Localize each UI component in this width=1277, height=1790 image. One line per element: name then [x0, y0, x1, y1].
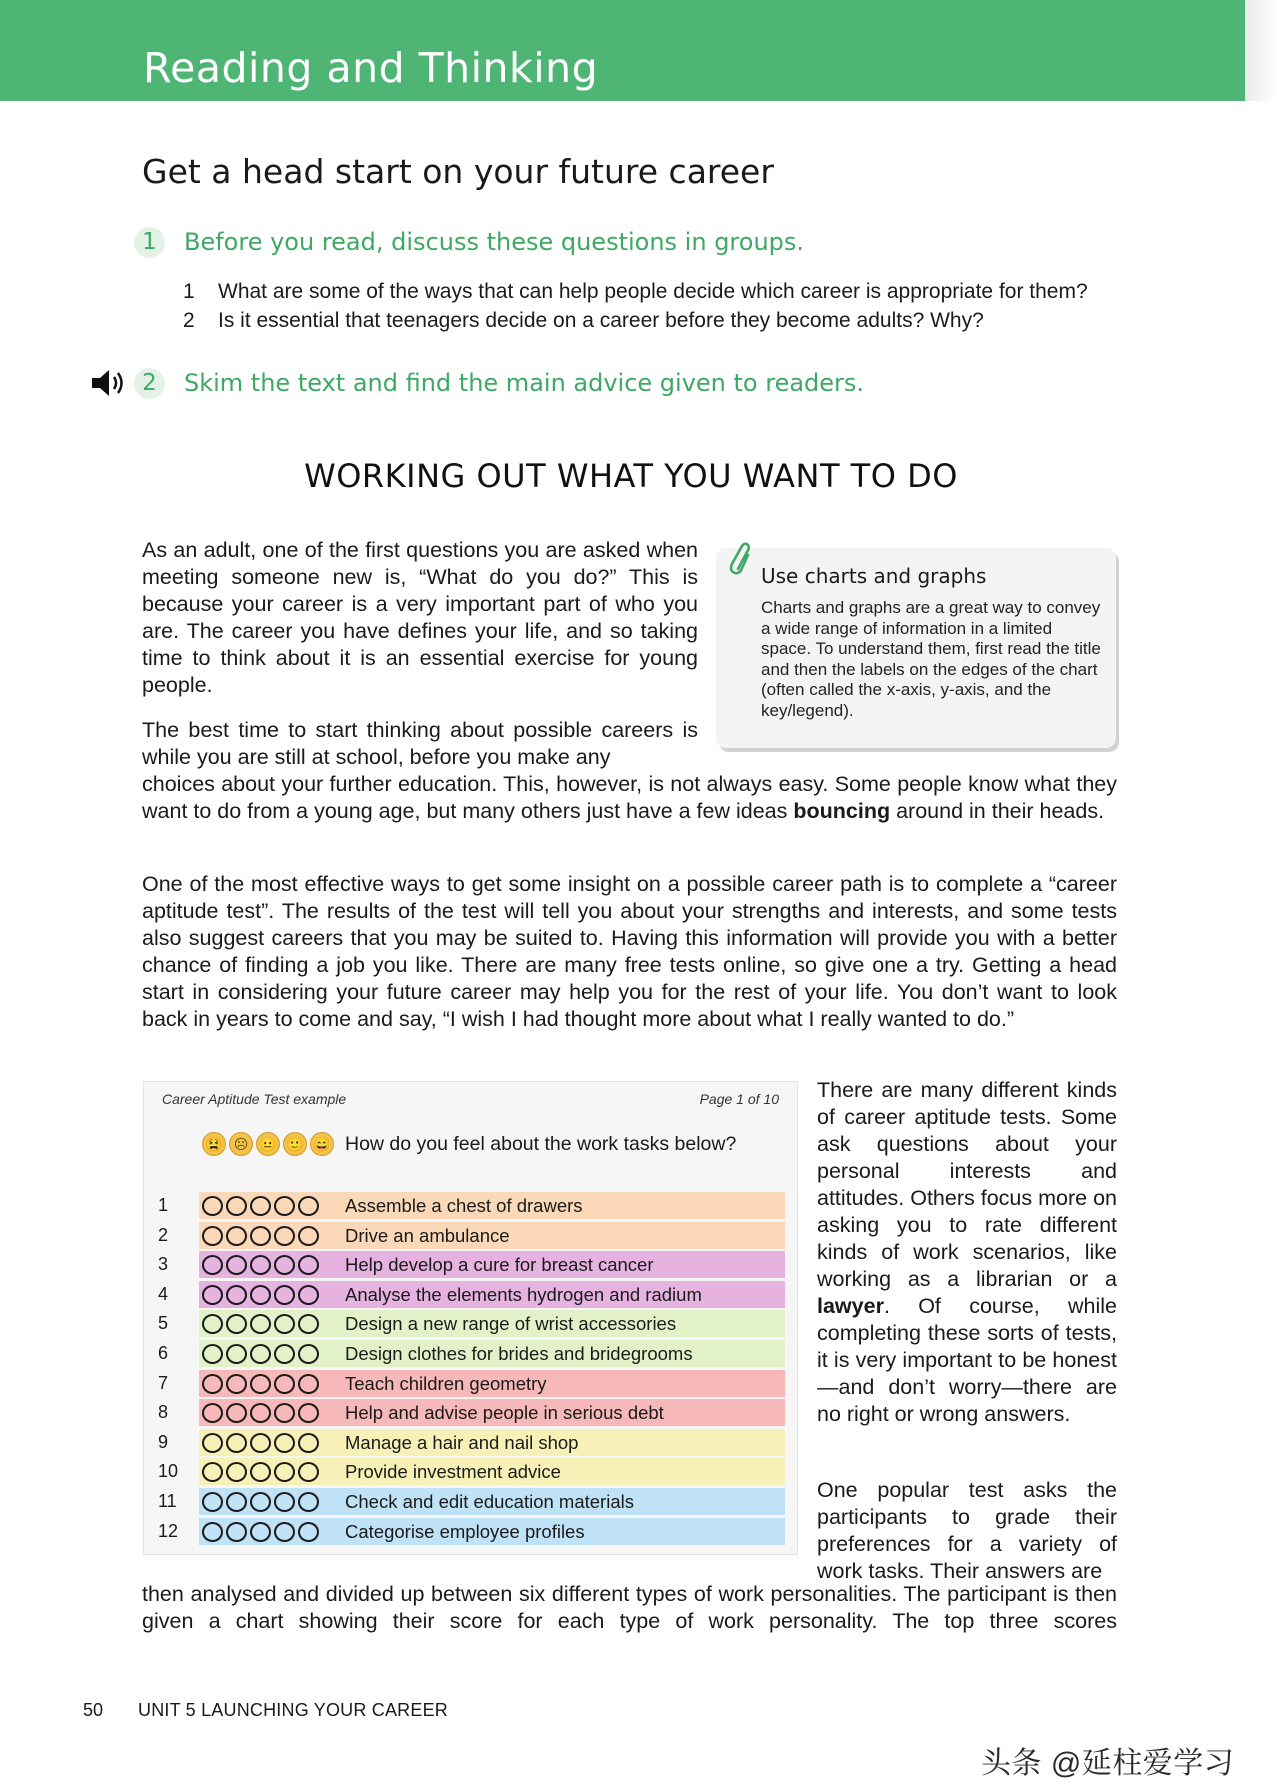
paragraph-4-tail: . Of course, while completing these sorts of tests, it is very important to be honest—and don’t worry—there are no right or wrong answers. — [817, 1294, 1117, 1426]
question-number: 1 — [183, 280, 195, 303]
test-row — [144, 1457, 797, 1487]
task-1-number: 1 — [134, 227, 165, 258]
rating-radio[interactable] — [226, 1374, 247, 1394]
test-row — [144, 1369, 797, 1399]
rating-options — [202, 1374, 319, 1394]
rating-radio[interactable] — [274, 1344, 295, 1364]
test-row-number: 12 — [158, 1520, 179, 1541]
test-question: How do you feel about the work tasks below? — [345, 1133, 737, 1155]
rating-options — [202, 1344, 319, 1364]
rating-radio[interactable] — [250, 1433, 271, 1453]
test-row-number: 4 — [158, 1283, 169, 1304]
work-task-label: Categorise employee profiles — [345, 1520, 585, 1542]
tip-box — [716, 548, 1116, 748]
neutral-face-icon: 😐 — [256, 1132, 280, 1156]
rating-radio[interactable] — [202, 1522, 223, 1542]
rating-radio[interactable] — [274, 1492, 295, 1512]
rating-radio[interactable] — [274, 1433, 295, 1453]
section-title: Reading and Thinking — [143, 44, 599, 92]
smile-face-icon: 🙂 — [283, 1132, 307, 1156]
rating-radio[interactable] — [274, 1403, 295, 1423]
test-row-number: 3 — [158, 1254, 169, 1275]
rating-radio[interactable] — [202, 1196, 223, 1216]
paragraph-2-end — [142, 771, 1117, 825]
task-1-instruction: Before you read, discuss these questions in groups. — [184, 228, 805, 256]
rating-radio[interactable] — [250, 1462, 271, 1482]
rating-radio[interactable] — [298, 1522, 319, 1542]
test-row-number: 7 — [158, 1372, 169, 1393]
work-task-label: Design clothes for brides and bridegrooms — [345, 1342, 693, 1364]
task-2 — [134, 366, 864, 400]
paragraph-5-start: One popular test asks the participants to grade their preferences for a variety of work tasks. Their answers are — [817, 1478, 1117, 1583]
rating-radio[interactable] — [250, 1522, 271, 1542]
paperclip-icon — [724, 540, 750, 580]
rating-radio[interactable] — [274, 1196, 295, 1216]
task-1 — [134, 225, 804, 259]
rating-radio[interactable] — [226, 1314, 247, 1334]
rating-radio[interactable] — [226, 1522, 247, 1542]
paragraph-4-text: There are many different kinds of career aptitude tests. Some ask questions about your personal interests and attitudes. Others focus more on asking you to rate different kinds of work scenarios, like working as a librarian or a — [817, 1078, 1117, 1291]
rating-radio[interactable] — [250, 1226, 271, 1246]
test-row-number: 9 — [158, 1431, 169, 1452]
vocab-bouncing: bouncing — [793, 799, 891, 823]
rating-radio[interactable] — [202, 1255, 223, 1275]
work-task-label: Help and advise people in serious debt — [345, 1402, 664, 1424]
paragraph-2-start: The best time to start thinking about possible careers is while you are still at school, before you make any — [142, 718, 698, 769]
test-row-number: 1 — [158, 1195, 169, 1215]
rating-radio[interactable] — [226, 1492, 247, 1512]
work-task-label: Teach children geometry — [345, 1372, 547, 1394]
unit-label: UNIT 5 LAUNCHING YOUR CAREER — [138, 1700, 448, 1720]
question-item — [183, 277, 1088, 306]
work-task-label: Check and edit education materials — [345, 1490, 634, 1512]
rating-radio[interactable] — [274, 1462, 295, 1482]
question-number: 2 — [183, 309, 195, 332]
crying-face-icon: 😫 — [202, 1132, 226, 1156]
paragraph-2-text: choices about your further education. This, however, is not always easy. Some people know what they want to do from a young age, but many others just have a few ideas — [142, 772, 1117, 823]
rating-radio[interactable] — [274, 1255, 295, 1275]
work-task-label: Design a new range of wrist accessories — [345, 1313, 677, 1335]
rating-radio[interactable] — [298, 1344, 319, 1364]
test-row-number: 11 — [158, 1490, 177, 1511]
test-row — [144, 1517, 797, 1547]
rating-radio[interactable] — [226, 1403, 247, 1423]
watermark: 头条 @延柱爱学习 — [981, 1747, 1235, 1780]
rating-radio[interactable] — [202, 1344, 223, 1364]
work-task-label: Provide investment advice — [345, 1461, 561, 1483]
question-text: What are some of the ways that can help people decide which career is appropriate for them? — [218, 280, 1088, 303]
rating-radio[interactable] — [274, 1314, 295, 1334]
rating-options — [202, 1196, 319, 1216]
vocab-lawyer: lawyer — [817, 1294, 884, 1318]
rating-options — [202, 1285, 319, 1305]
rating-options — [202, 1492, 319, 1512]
rating-radio[interactable] — [202, 1314, 223, 1334]
sad-face-icon: ☹ — [229, 1132, 253, 1156]
test-row-number: 8 — [158, 1402, 169, 1423]
test-row — [144, 1250, 797, 1280]
rating-radio[interactable] — [202, 1374, 223, 1394]
banner-edge — [1245, 0, 1277, 101]
rating-radio[interactable] — [226, 1285, 247, 1305]
test-label: Career Aptitude Test example — [162, 1091, 347, 1107]
rating-options — [202, 1226, 319, 1246]
rating-radio[interactable] — [202, 1433, 223, 1453]
rating-radio[interactable] — [298, 1196, 319, 1216]
rating-radio[interactable] — [298, 1314, 319, 1334]
test-row — [144, 1398, 797, 1428]
page-number: 50 — [83, 1700, 104, 1720]
rating-radio[interactable] — [226, 1433, 247, 1453]
rating-radio[interactable] — [298, 1492, 319, 1512]
tip-title: Use charts and graphs — [761, 564, 987, 588]
rating-radio[interactable] — [250, 1196, 271, 1216]
test-row — [144, 1280, 797, 1310]
test-row — [144, 1339, 797, 1369]
test-row — [144, 1191, 797, 1221]
test-row — [144, 1221, 797, 1251]
rating-radio[interactable] — [298, 1374, 319, 1394]
test-row-number: 2 — [158, 1224, 169, 1245]
rating-options — [202, 1522, 319, 1542]
paragraph-5-end: then analysed and divided up between six different types of work personalities. The participant is then given a chart showing their score for each type of work personality. The top three scores — [142, 1582, 1117, 1633]
rating-options — [202, 1255, 319, 1275]
test-row — [144, 1487, 797, 1517]
test-page-indicator: Page 1 of 10 — [699, 1091, 779, 1107]
rating-radio[interactable] — [226, 1226, 247, 1246]
rating-radio[interactable] — [250, 1403, 271, 1423]
work-task-label: Drive an ambulance — [345, 1224, 510, 1246]
rating-radio[interactable] — [274, 1374, 295, 1394]
test-row — [144, 1428, 797, 1458]
happy-face-icon: 😄 — [310, 1132, 334, 1156]
rating-radio[interactable] — [250, 1344, 271, 1364]
audio-speaker-icon[interactable] — [92, 368, 128, 398]
rating-radio[interactable] — [298, 1433, 319, 1453]
work-task-label: Assemble a chest of drawers — [345, 1195, 583, 1216]
rating-radio[interactable] — [226, 1196, 247, 1216]
career-aptitude-test-figure — [143, 1081, 798, 1555]
rating-radio[interactable] — [298, 1403, 319, 1423]
rating-radio[interactable] — [298, 1226, 319, 1246]
rating-options — [202, 1403, 319, 1423]
rating-options — [202, 1462, 319, 1482]
work-task-label: Manage a hair and nail shop — [345, 1431, 579, 1453]
article-title: WORKING OUT WHAT YOU WANT TO DO — [304, 457, 958, 495]
rating-radio[interactable] — [202, 1492, 223, 1512]
rating-radio[interactable] — [250, 1492, 271, 1512]
rating-radio[interactable] — [274, 1522, 295, 1542]
task-2-number: 2 — [134, 368, 165, 399]
rating-options — [202, 1314, 319, 1334]
question-item — [183, 306, 1088, 335]
rating-radio[interactable] — [274, 1285, 295, 1305]
tip-body: Charts and graphs are a great way to convey a wide range of information in a limited space. To understand them, first read the title and then the labels on the edges of the chart (often called the x-axis, y-axis, and the key/legend). — [761, 598, 1101, 720]
question-text: Is it essential that teenagers decide on a career before they become adults? Why? — [218, 309, 984, 332]
page-title: Get a head start on your future career — [142, 152, 774, 191]
rating-radio[interactable] — [298, 1255, 319, 1275]
rating-radio[interactable] — [226, 1255, 247, 1275]
rating-radio[interactable] — [250, 1314, 271, 1334]
test-row-number: 5 — [158, 1313, 169, 1334]
paragraph-2-tail: around in their heads. — [896, 799, 1105, 823]
rating-radio[interactable] — [250, 1374, 271, 1394]
rating-radio[interactable] — [298, 1285, 319, 1305]
test-row-number: 6 — [158, 1342, 169, 1363]
rating-radio[interactable] — [226, 1344, 247, 1364]
rating-radio[interactable] — [202, 1462, 223, 1482]
rating-faces — [202, 1132, 334, 1156]
work-task-label: Analyse the elements hydrogen and radium — [345, 1283, 702, 1305]
rating-radio[interactable] — [226, 1462, 247, 1482]
test-rows — [144, 1191, 797, 1546]
question-list — [183, 277, 1088, 335]
rating-radio[interactable] — [202, 1403, 223, 1423]
rating-radio[interactable] — [202, 1226, 223, 1246]
test-row — [144, 1309, 797, 1339]
work-task-label: Help develop a cure for breast cancer — [345, 1254, 654, 1276]
paragraph-3: One of the most effective ways to get some insight on a possible career path is to complete a “career aptitude test”. The results of the test will tell you about your strengths and interests, and some tests also suggest careers that you may be suited to. Having this information will provide you with a better chance of finding a job you like. There are many free tests online, so give one a try. Getting a head start in considering your future career may help you for the rest of your life. You don’t want to look back in years to come and say, “I wish I had thought more about what I really wanted to do.” — [142, 872, 1117, 1031]
paragraph-1: As an adult, one of the first questions you are asked when meeting someone new is, “What do you do?” This is because your career is a very important part of who you are. The career you have defines your life, and so taking time to think about it is an essential exercise for young people. — [142, 538, 698, 697]
rating-radio[interactable] — [202, 1285, 223, 1305]
rating-radio[interactable] — [298, 1462, 319, 1482]
task-2-instruction: Skim the text and find the main advice given to readers. — [184, 369, 865, 397]
paragraph-4 — [817, 1077, 1117, 1428]
test-row-number: 10 — [158, 1461, 179, 1482]
rating-radio[interactable] — [250, 1255, 271, 1275]
rating-radio[interactable] — [250, 1285, 271, 1305]
rating-options — [202, 1433, 319, 1453]
rating-radio[interactable] — [274, 1226, 295, 1246]
